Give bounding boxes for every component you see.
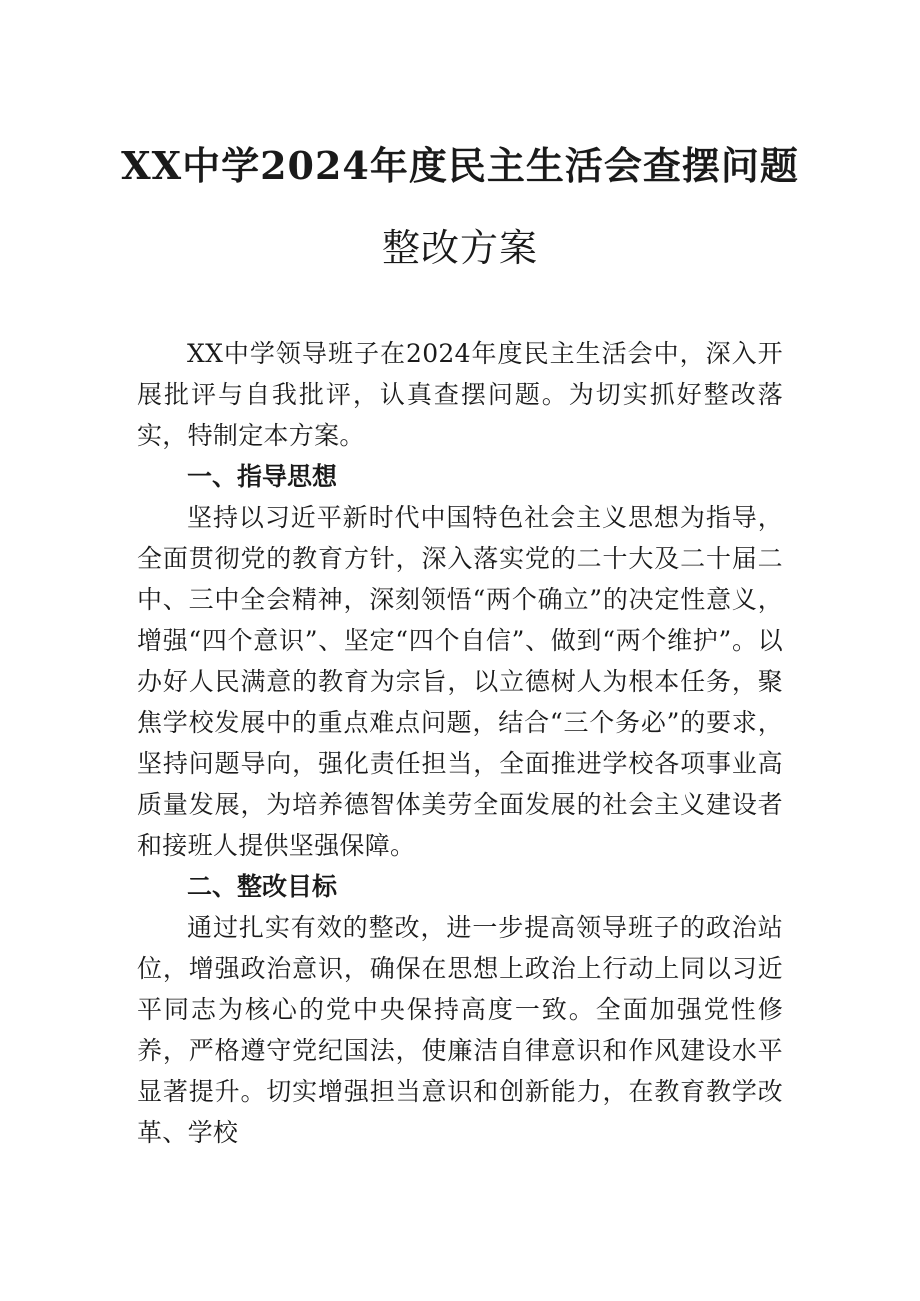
document-title-line-2: 整改方案 xyxy=(381,226,538,270)
section-heading-guiding-ideology: 一、指导思想 xyxy=(187,462,338,491)
section-heading-rectification-goals: 二、整改目标 xyxy=(187,872,338,901)
document-title-line-1: XX中学2024年度民主生活会查摆问题 xyxy=(121,143,799,188)
section-body-rectification-goals: 通过扎实有效的整改，进一步提高领导班子的政治站位，增强政治意识，确保在思想上政治上行动上同以习近平同志为核心的党中央保持高度一致。全面加强党性修养，严格遵守党纪国法，使廉洁自律意识和作风建设水平显著提升。切实增强担当意识和创新能力，在教育教学改革、学校 xyxy=(137,913,783,1147)
section-body-guiding-ideology: 坚持以习近平新时代中国特色社会主义思想为指导，全面贯彻党的教育方针，深入落实党的二十大及二十届二中、三中全会精神，深刻领悟“两个确立”的决定性意义，增强“四个意识”、坚定“四个自信”、做到“两个维护”。以办好人民满意的教育为宗旨，以立德树人为根本任务，聚焦学校发展中的重点难点问题，结合“三个务必”的要求，坚持问题导向，强化责任担当，全面推进学校各项事业高质量发展，为培养德智体美劳全面发展的社会主义建设者和接班人提供坚强保障。 xyxy=(137,503,783,860)
intro-paragraph: XX中学领导班子在2024年度民主生活会中，深入开展批评与自我批评，认真查摆问题。为切实抓好整改落实，特制定本方案。 xyxy=(137,339,783,450)
document-body xyxy=(137,333,783,1153)
